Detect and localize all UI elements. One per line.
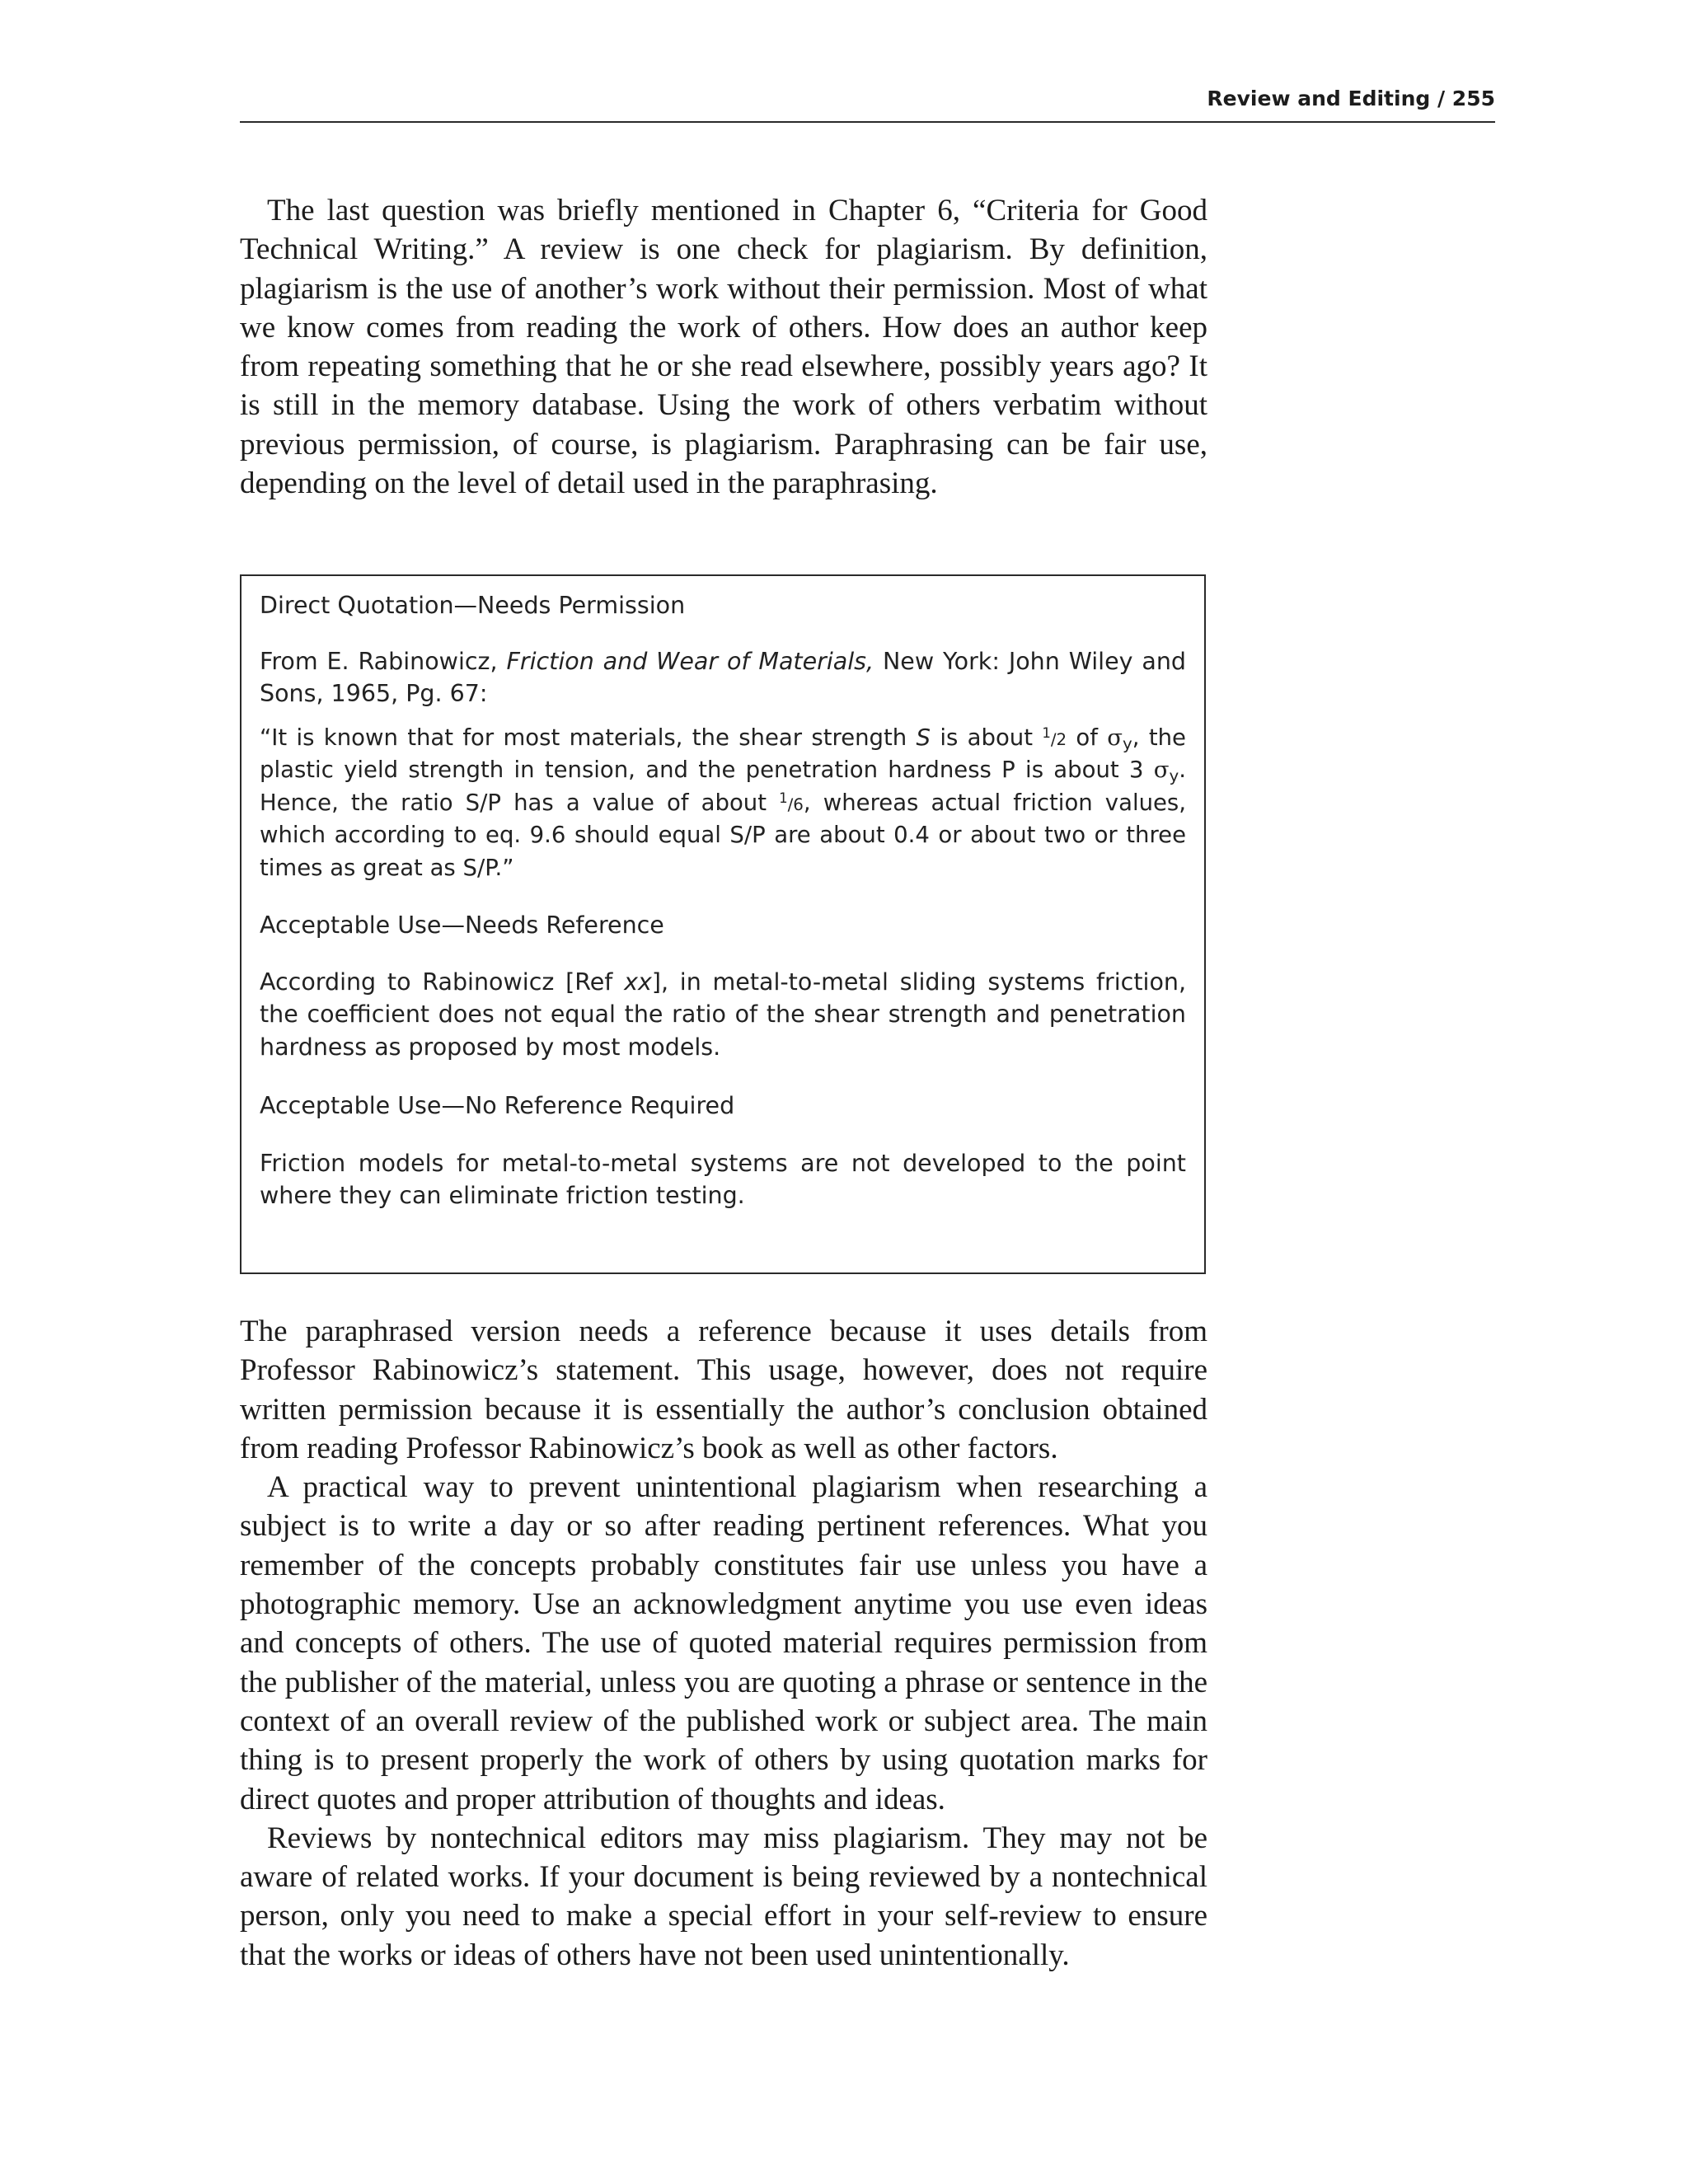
no-reference-heading: Acceptable Use—No Reference Required <box>260 1092 735 1119</box>
source-prefix: From E. Rabinowicz, <box>260 647 507 675</box>
fraction-denominator: /6 <box>787 794 804 814</box>
body-section <box>240 1312 1207 1975</box>
fraction-numerator: 1 <box>1042 724 1051 741</box>
quote-part: “It is known that for most materials, the shear strength <box>260 724 917 751</box>
quote-part: , the plastic yield strength in tension, and the penetration hardness P is about 3 <box>260 724 1186 783</box>
body-paragraph: The paraphrased version needs a reference because it uses details from Professor Rabinowicz’s statement. This usage, however, does not require written permission because it is essentially the author’s conclusion obtained from reading Professor Rabinowicz’s book as well as other factors. <box>240 1315 1207 1465</box>
fraction-numerator: 1 <box>779 790 788 806</box>
direct-quotation-text <box>260 722 1186 885</box>
quote-part: is about <box>931 724 1043 751</box>
subscript-y: y <box>1123 733 1132 753</box>
running-head: Review and Editing / 255 <box>240 85 1495 123</box>
intro-paragraph: The last question was briefly mentioned in Chapter 6, “Criteria for Good Technical Writing.” A review is one check for plagiarism. By definition, plagiarism is the use of another’s work without their permission. Most of what we know comes from reading the work of others. How does an author keep from repeating something that he or she read elsewhere, possibly years ago? It is still in the memory database. Using the work of others verbatim without previous permission, of course, is plagiarism. Paraphrasing can be fair use, depending on the level of detail used in the paraphrasing. <box>240 194 1207 501</box>
quote-part: of <box>1067 724 1108 751</box>
needs-reference-heading: Acceptable Use—Needs Reference <box>260 912 664 939</box>
no-reference-text: Friction models for metal-to-metal systems are not developed to the point where they can eliminate friction testing. <box>260 1149 1186 1209</box>
direct-quotation-heading: Direct Quotation—Needs Permission <box>260 592 686 619</box>
intro-section <box>240 191 1207 503</box>
subscript-y: y <box>1169 766 1179 785</box>
reference-placeholder: xx <box>624 968 652 996</box>
fraction-denominator: /2 <box>1050 729 1067 749</box>
quote-part: . Hence, the ratio S/P has a value of about <box>260 757 1186 816</box>
source-suffix: New York: John Wiley and Sons, 1965, Pg. 67: <box>260 647 1187 707</box>
body-paragraph: A practical way to prevent unintentional plagiarism when researching a subject is to write a day or so after reading pertinent references. What you remember of the concepts probably constitutes fair use unless you have a photographic memory. Use an acknowledgment anytime you use even ideas and concepts of others. The use of quoted material requires permission from the publisher of the material, unless you are quoting a phrase or sentence in the context of an overall review of the published work or subject area. The main thing is to present properly the work of others by using quotation marks for direct quotes and proper attribution of thoughts and ideas. <box>240 1470 1207 1816</box>
shear-strength-symbol: S <box>916 724 931 751</box>
quote-part: , whereas actual friction values, which according to eq. 9.6 should equal S/P are about 0.4 or about two or three times as great as S/P.” <box>260 789 1186 881</box>
source-title: Friction and Wear of Materials, <box>506 647 874 675</box>
body-paragraph: Reviews by nontechnical editors may miss plagiarism. They may not be aware of related works. If your document is being reviewed by a nontechnical person, only you need to make a special effort in your self-review to ensure that the works or ideas of others have not been used unintentionally. <box>240 1821 1207 1972</box>
reference-part: ], in metal-to-metal sliding systems friction, the coefficient does not equal the ratio of the shear strength and penetration hardness as proposed by most models. <box>260 968 1187 1061</box>
example-box <box>240 574 1206 1274</box>
sigma-symbol: σ <box>1107 724 1123 751</box>
sigma-symbol: σ <box>1153 757 1170 783</box>
reference-part: According to Rabinowicz [Ref <box>260 968 625 996</box>
source-citation <box>260 645 1186 710</box>
needs-reference-text <box>260 966 1186 1064</box>
